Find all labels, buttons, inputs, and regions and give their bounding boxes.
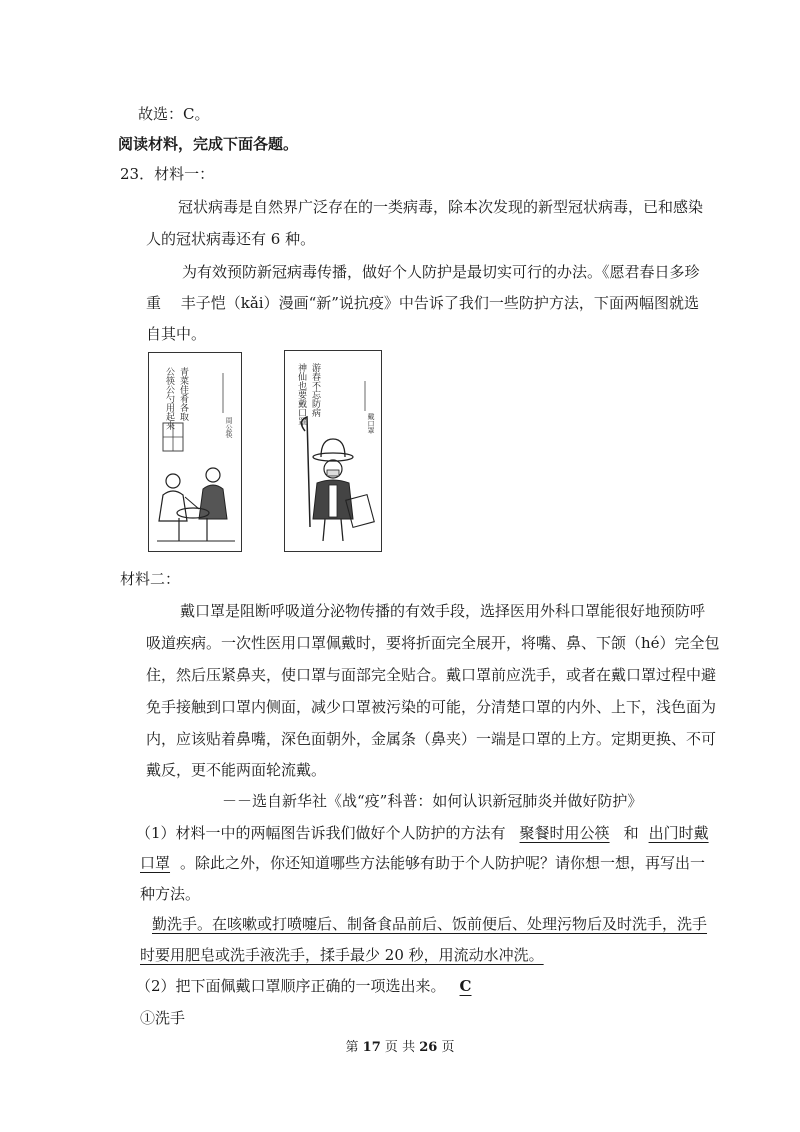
cartoon2-calligraphy-col1: 游春不忘防病 <box>310 363 320 417</box>
question-header <box>120 164 214 184</box>
question1-answer2b: 口罩 <box>140 854 171 872</box>
question2-prompt: （2）把下面佩戴口罩顺序正确的一项选出来。 <box>136 977 446 995</box>
question1-line2 <box>140 853 705 873</box>
material2-line6: 戴反，更不能两面轮流戴。 <box>146 761 327 779</box>
cartoon1-seal: 周公筷 <box>225 417 233 438</box>
material1-paragraph2-line1: 为有效预防新冠病毒传播，做好个人防护是最切实可行的办法。《愿君春日多珍 <box>182 263 700 281</box>
question1-followup: 。除此之外，你还知道哪些方法能够有助于个人防护呢？请你想一想，再写出一 <box>180 854 706 872</box>
question-number: 23． <box>120 165 155 183</box>
cartoon2-calligraphy-col2: 神仙也要戴口罩 <box>296 363 306 426</box>
option-1: ①洗手 <box>140 1009 186 1027</box>
material1-paragraph2-line3: 自其中。 <box>146 325 207 343</box>
cartoon2-seal: 戴口罩 <box>367 413 375 434</box>
material2-line1: 戴口罩是阻断呼吸道分泌物传播的有效手段，选择医用外科口罩能很好地预防呼 <box>180 602 706 620</box>
page-footer: 第 17 页 共 26 页 <box>345 1040 455 1055</box>
question1-line3: 种方法。 <box>140 885 201 903</box>
question1-prefix: （1）材料一中的两幅图告诉我们做好个人防护的方法有 <box>136 824 506 842</box>
material2-label: 材料二： <box>120 570 181 588</box>
material-source: －－选自新华社《战“疫”科普：如何认识新冠肺炎并做好防护》 <box>222 792 643 810</box>
question2-line <box>136 976 486 996</box>
material1-label: 材料一： <box>154 165 215 183</box>
material2-line3: 住，然后压紧鼻夹，使口罩与面部完全贴合。戴口罩前应洗手，或者在戴口罩过程中避 <box>146 666 717 684</box>
total-page-number: 26 <box>419 1040 438 1055</box>
material1-paragraph2-line2: 重 丰子恺（kǎi）漫画“新”说抗疫》中告诉了我们一些防护方法，下面两幅图就选 <box>146 294 699 312</box>
material2-line2: 吸道疾病。一次性医用口罩佩戴时，要将折面完全展开，将嘴、鼻、下颌（hé）完全包 <box>146 634 720 652</box>
material2-line4: 免手接触到口罩内侧面，减少口罩被污染的可能，分清楚口罩的内外、上下，浅色面为 <box>146 698 717 716</box>
question1-connector: 和 <box>623 824 639 842</box>
cartoon-wearing-mask <box>284 350 382 552</box>
cartoon1-calligraphy-col1: 青菜佳肴各取 <box>178 367 188 421</box>
cartoon1-calligraphy-col2: 公筷公勺用起来 <box>164 367 174 430</box>
material1-paragraph1-line2: 人的冠状病毒还有 6 种。 <box>146 230 316 248</box>
question1-written-answer-line2: 时要用肥皂或洗手液洗手，揉手最少 20 秒，用流动水冲洗。 <box>140 946 544 964</box>
question1-answer2a: 出门时戴 <box>648 824 709 842</box>
previous-answer: 故选：C。 <box>138 105 210 123</box>
current-page-number: 17 <box>362 1040 381 1055</box>
question1-line1 <box>136 823 709 843</box>
material2-line5: 内，应该贴着鼻嘴，深色面朝外，金属条（鼻夹）一端是口罩的上方。定期更换、不可 <box>146 730 717 748</box>
cartoon-serving-chopsticks-illustration <box>149 353 241 551</box>
question2-answer: C <box>459 977 472 995</box>
question1-written-answer-line1: 勤洗手。在咳嗽或打喷嚏后、制备食品前后、饭前便后、处理污物后及时洗手，洗手 <box>152 915 708 933</box>
question1-answer1: 聚餐时用公筷 <box>519 824 610 842</box>
cartoon-serving-chopsticks <box>148 352 242 552</box>
cartoon-wearing-mask-illustration <box>285 351 381 551</box>
material1-paragraph1-line1: 冠状病毒是自然界广泛存在的一类病毒，除本次发现的新型冠状病毒，已和感染 <box>178 198 704 216</box>
reading-instruction: 阅读材料，完成下面各题。 <box>118 135 299 153</box>
